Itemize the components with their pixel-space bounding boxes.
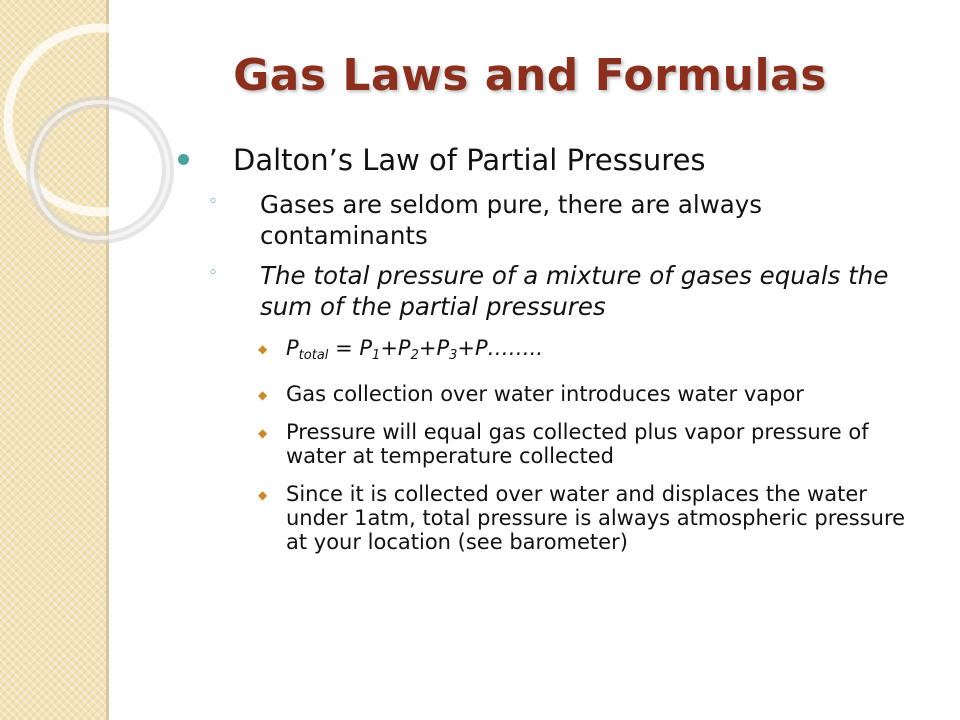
detail-text: Pressure will equal gas collected plus vapor pressure of water at temperature collected xyxy=(286,420,869,468)
small-diamond-icon: ◆ xyxy=(258,388,268,402)
formula-total-subscript: total xyxy=(298,348,329,363)
slide-title: Gas Laws and Formulas xyxy=(233,50,827,101)
detail-water-vapor xyxy=(175,382,920,406)
sub-bullet-text: Gases are seldom pure, there are always contaminants xyxy=(260,190,763,250)
formula-equals: = P xyxy=(328,336,373,360)
hollow-circle-icon: ◦ xyxy=(208,263,219,283)
small-diamond-icon: ◆ xyxy=(258,342,268,356)
sub-bullet-gases-seldom-pure xyxy=(175,189,920,251)
formula-subscript-1: 1 xyxy=(372,348,381,363)
partial-pressure-formula xyxy=(286,336,544,363)
detail-text: Since it is collected over water and displaces the water under 1atm, total pressure is always atmospheric pressure at your location (see barometer) xyxy=(286,482,906,554)
detail-collected-over-water xyxy=(175,482,920,554)
slide-content xyxy=(175,140,920,554)
small-diamond-icon: ◆ xyxy=(258,426,268,440)
inner-ring-icon xyxy=(32,102,168,238)
filled-circle-icon xyxy=(178,154,189,165)
sub-bullet-text: The total pressure of a mixture of gases equals the sum of the partial pressures xyxy=(260,261,889,321)
detail-pressure-equal xyxy=(175,420,920,468)
bullet-daltons-law xyxy=(175,140,920,180)
hollow-circle-icon: ◦ xyxy=(208,192,219,212)
formula-subscript-2: 2 xyxy=(410,348,419,363)
formula-tail: +P…….. xyxy=(457,336,544,360)
formula-plus-p: +P xyxy=(380,336,411,360)
sub-bullet-total-pressure xyxy=(175,260,920,322)
circle-decoration xyxy=(0,0,200,260)
formula-plus-p: +P xyxy=(418,336,450,360)
bullet-text: Dalton’s Law of Partial Pressures xyxy=(233,143,706,177)
formula-subscript-3: 3 xyxy=(449,348,458,363)
small-diamond-icon: ◆ xyxy=(258,488,268,502)
detail-formula xyxy=(175,336,920,368)
formula-p: P xyxy=(286,336,299,360)
detail-text: Gas collection over water introduces water vapor xyxy=(286,382,804,406)
